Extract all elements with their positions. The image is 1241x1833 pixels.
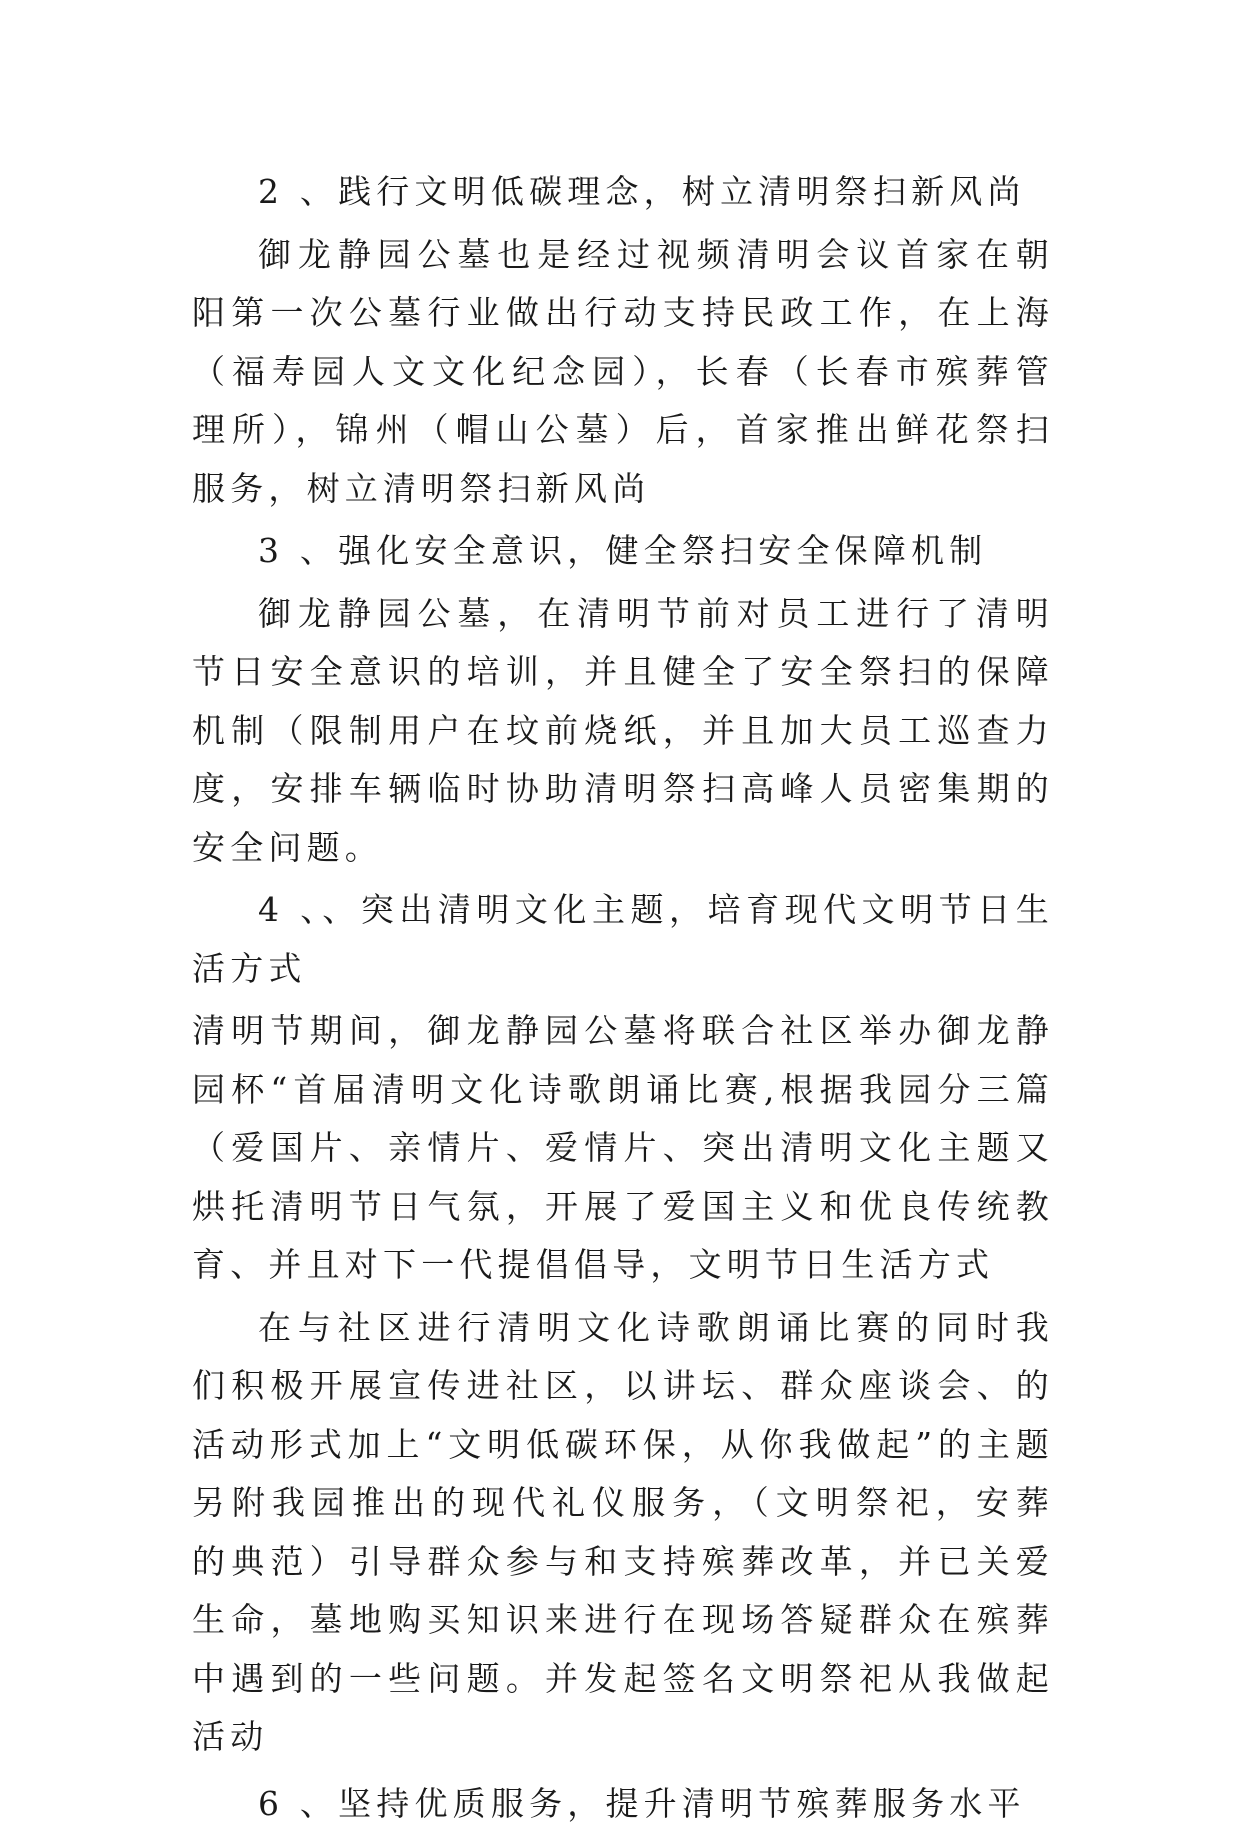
section-4-heading: 4 、、突出清明文化主题，培育现代文明节日生活方式 [192, 881, 1054, 998]
document-body [192, 163, 1054, 1833]
section-6-heading: 6 、坚持优质服务，提升清明节殡葬服务水平 [192, 1775, 1054, 1833]
section-3-heading: 3 、强化安全意识，健全祭扫安全保障机制 [192, 522, 1054, 581]
section-2-paragraph: 御龙静园公墓也是经过视频清明会议首家在朝阳第一次公墓行业做出行动支持民政工作，在上海（福寿园人文文化纪念园），长春（长春市殡葬管理所），锦州（帽山公墓）后，首家推出鲜花祭扫服务，树立清明祭扫新风尚 [192, 226, 1054, 519]
section-3-paragraph: 御龙静园公墓，在清明节前对员工进行了清明节日安全意识的培训，并且健全了安全祭扫的保障机制（限制用户在坟前烧纸，并且加大员工巡查力度，安排车辆临时协助清明祭扫高峰人员密集期的安全问题。 [192, 585, 1054, 878]
section-5-paragraph: 在与社区进行清明文化诗歌朗诵比赛的同时我们积极开展宣传进社区，以讲坛、群众座谈会、的活动形式加上“文明低碳环保，从你我做起”的主题另附我园推出的现代礼仪服务，（文明祭祀，安葬的典范）引导群众参与和支持殡葬改革，并已关爱生命，墓地购买知识来进行在现场答疑群众在殡葬中遇到的一些问题。并发起签名文明祭祀从我做起活动 [192, 1299, 1054, 1767]
section-2-heading: 2 、践行文明低碳理念，树立清明祭扫新风尚 [192, 163, 1054, 222]
section-4-paragraph: 清明节期间，御龙静园公墓将联合社区举办御龙静园杯“首届清明文化诗歌朗诵比赛,根据我园分三篇（爱国片、亲情片、爱情片、突出清明文化主题又烘托清明节日气氛，开展了爱国主义和优良传统教育、并且对下一代提倡倡导，文明节日生活方式 [192, 1002, 1054, 1295]
